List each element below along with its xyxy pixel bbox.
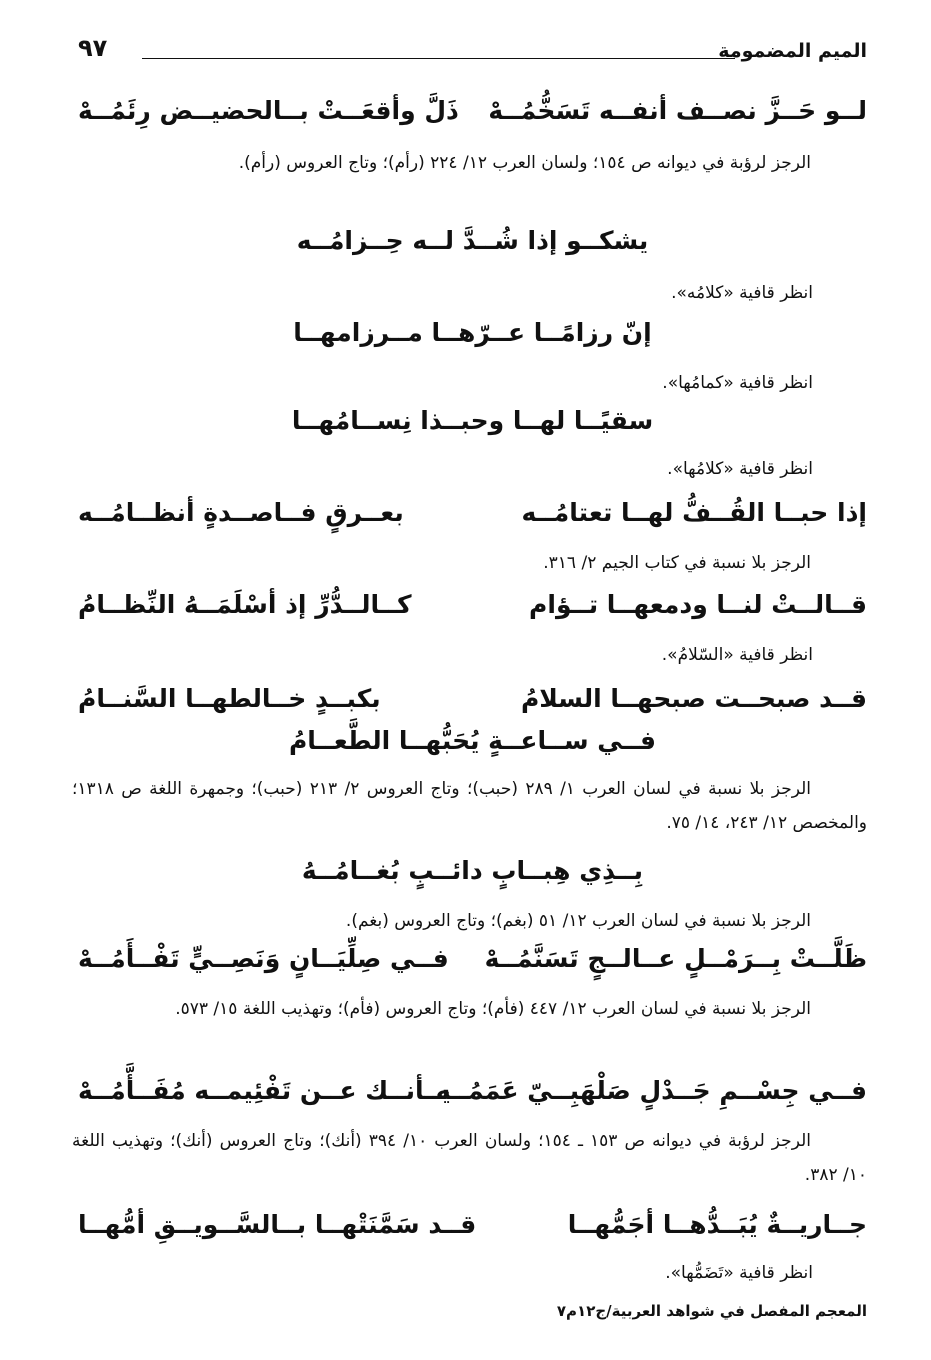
source-note: الرجز بلا نسبة في لسان العرب ١٢/ ٤٤٧ (فأم)؛ وتاج العروس (فأم)؛ وتهذيب اللغة ١٥/ ٥٧٣. bbox=[175, 999, 811, 1019]
verse-centered-text: فــي ســاعــةٍ يُحَبُّهــا الطَّعــامُ bbox=[288, 726, 657, 755]
verse-line-centered bbox=[78, 856, 867, 900]
verse-first-hemistich: لــو حَــزَّ نصــف أنفــه تَسَخُّمُــهْ bbox=[488, 96, 867, 125]
source-note: الرجز بلا نسبة في لسان العرب ١٢/ ٥١ (بغم)؛ وتاج العروس (بغم). bbox=[345, 911, 811, 931]
verse-second-hemistich: بعــرقٍ فــاصــدةٍ أنظــامُــه bbox=[78, 498, 404, 527]
verse-centered-text: سقيًــا لهــا وحبــذا نِســامُهــا bbox=[291, 406, 654, 435]
verse-line-centered bbox=[78, 726, 867, 770]
verse-first-hemistich: قــد صبحــت صبحهــا السلامُ bbox=[520, 684, 867, 713]
verse-centered-text: إنّ رزامًــا عــرّهــا مــرزامهــا bbox=[293, 318, 652, 347]
verse-line bbox=[78, 96, 867, 140]
verse-second-hemistich: فــي صِلِّيَــانٍ وَنَصِــيٍّ تَفْــأَمُــهْ bbox=[78, 944, 449, 973]
source-note: الرجز بلا نسبة في كتاب الجيم ٢/ ٣١٦. bbox=[543, 553, 811, 573]
verse-second-hemistich: يــأنــك عــن تَفْئِيمــه مُفَــأَّمُــهْ bbox=[78, 1076, 451, 1105]
source-note: الرجز لرؤبة في ديوانه ص ١٥٣ ـ ١٥٤؛ ولسان العرب ١٠/ ٣٩٤ (أنك)؛ وتاج العروس (أنك)؛ وتهذيب اللغة ١٠/ ٣٨٢. bbox=[72, 1131, 867, 1185]
cross-reference-note: انظر قافية «السّلامُ». bbox=[661, 645, 813, 665]
verse-second-hemistich: كــالــدُّرِّ إذ أسْلَمَــهُ النِّظــامُ bbox=[78, 590, 412, 619]
verse-second-hemistich: ذَلَّ وأقعَــتْ بــالحضيــض رِئَمُــهْ bbox=[78, 96, 459, 125]
cross-reference-note: انظر قافية «كلامُه». bbox=[671, 283, 813, 303]
verse-line bbox=[78, 590, 867, 634]
verse-line bbox=[78, 498, 867, 542]
header-rule bbox=[142, 58, 735, 59]
verse-first-hemistich: جــاريــةٌ يُبَــدُّهــا أجَمُّهــا bbox=[567, 1210, 867, 1239]
verse-first-hemistich: إذا حبــا القُــفُّ لهــا تعتامُــه bbox=[521, 498, 867, 527]
verse-line bbox=[78, 944, 867, 988]
verse-line bbox=[78, 1210, 867, 1254]
verse-second-hemistich: قــد سَمَّنَتْهــا بــالسَّــويــقِ أمُّهــا bbox=[78, 1210, 477, 1239]
verse-first-hemistich: قــالــتْ لنــا ودمعهــا تــؤام bbox=[529, 590, 867, 619]
cross-reference-note: انظر قافية «كمامُها». bbox=[662, 373, 813, 393]
source-note: الرجز بلا نسبة في لسان العرب ١/ ٢٨٩ (حبب)؛ وتاج العروس ٢/ ٢١٣ (حبب)؛ وجمهرة اللغة ص ١٣١٨؛ والمخصص ١٢/ ٢٤٣، ١٤/ ٧٥. bbox=[72, 779, 867, 833]
verse-first-hemistich: فــي جِسْــمِ جَــدْلٍ صَلْهَبِــيّ عَمَمُــه bbox=[435, 1076, 867, 1105]
page-header bbox=[78, 34, 867, 74]
page-footer: المعجم المفصل في شواهد العربية/ج١٢م٧ bbox=[556, 1302, 867, 1320]
verse-first-hemistich: ظَلَّــتْ بِــرَمْــلٍ عــالــجٍ تَسَنَّمُــهْ bbox=[484, 944, 867, 973]
cross-reference-note: انظر قافية «تَضَمُّها». bbox=[665, 1263, 813, 1283]
verse-second-hemistich: بكبــدٍ خــالطهــا السَّنــامُ bbox=[78, 684, 381, 713]
verse-line-centered bbox=[78, 406, 867, 450]
verse-line-centered bbox=[78, 226, 867, 270]
verse-centered-text: بِــذِي هِبــابٍ دائــبٍ بُغــامُــهُ bbox=[301, 856, 644, 885]
section-title: الميم المضمومة bbox=[718, 40, 867, 62]
source-note: الرجز لرؤبة في ديوانه ص ١٥٤؛ ولسان العرب ١٢/ ٢٢٤ (رأم)؛ وتاج العروس (رأم). bbox=[238, 153, 811, 173]
verse-centered-text: يشكــو إذا شُــدَّ لــه حِــزامُــه bbox=[296, 226, 649, 255]
cross-reference-note: انظر قافية «كلامُها». bbox=[667, 459, 813, 479]
verse-line bbox=[78, 684, 867, 728]
page-number: ٩٧ bbox=[78, 34, 108, 62]
verse-line bbox=[78, 1076, 867, 1120]
verse-line-centered bbox=[78, 318, 867, 362]
